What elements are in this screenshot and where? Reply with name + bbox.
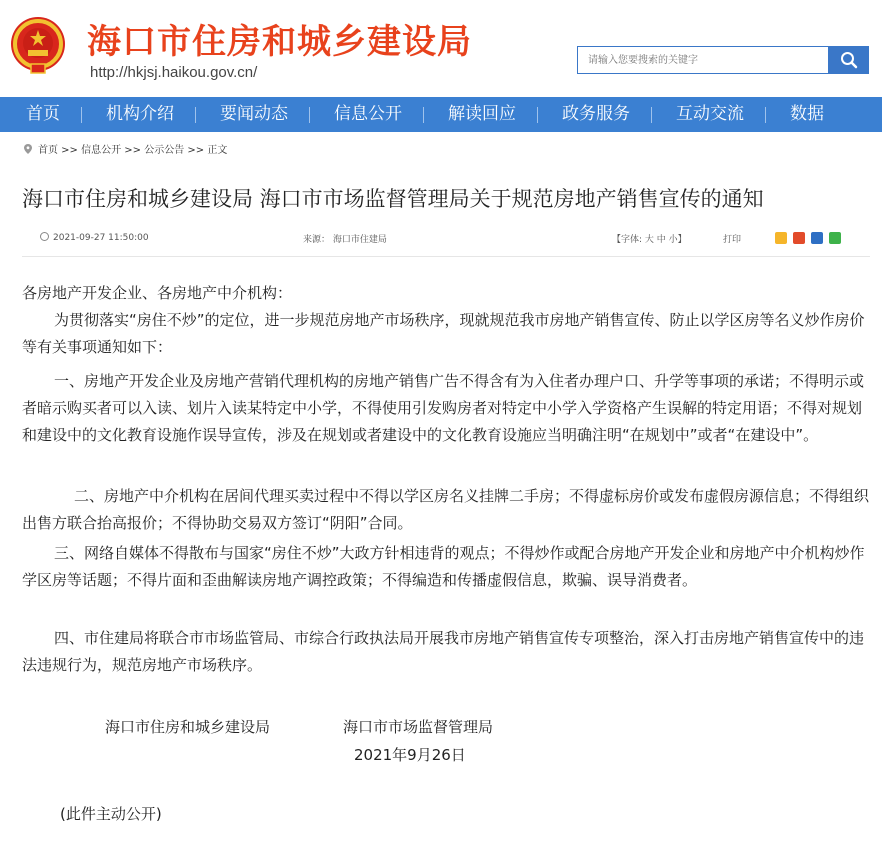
share-wechat-icon[interactable] bbox=[829, 232, 841, 244]
nav-separator bbox=[309, 107, 310, 123]
nav-info-disclosure[interactable]: 信息公开 bbox=[334, 104, 402, 124]
search-button[interactable] bbox=[829, 46, 869, 74]
article-title: 海口市住房和城乡建设局 海口市市场监督管理局关于规范房地产销售宣传的通知 bbox=[22, 187, 764, 211]
share-renren-icon[interactable] bbox=[811, 232, 823, 244]
site-url: http://hkjsj.haikou.gov.cn/ bbox=[90, 64, 258, 81]
article-paragraph: 四、市住建局将联合市市场监管局、市综合行政执法局开展我市房地产销售宣传专项整治，深入打击房地产销售宣传中的违法违规行为，规范房地产市场秩序。 bbox=[22, 629, 865, 674]
nav-services[interactable]: 政务服务 bbox=[562, 104, 630, 124]
article-paragraph: 二、房地产中介机构在居间代理买卖过程中不得以学区房名义挂牌二手房；不得虚标房价或发布虚假房源信息；不得组织出售方联合抬高报价；不得协助交易双方签订“阴阳”合同。 bbox=[22, 487, 870, 532]
nav-interaction[interactable]: 互动交流 bbox=[676, 104, 744, 124]
nav-data[interactable]: 数据 bbox=[790, 104, 824, 124]
site-header bbox=[0, 0, 882, 97]
location-pin-icon bbox=[24, 144, 32, 154]
font-size-control[interactable]: 【字体: 大 中 小】 bbox=[612, 235, 687, 245]
nav-separator bbox=[651, 107, 652, 123]
signer-market-bureau: 海口市市场监督管理局 bbox=[343, 718, 494, 736]
clock-icon bbox=[40, 232, 49, 241]
article-source: 来源： 海口市住建局 bbox=[303, 235, 387, 245]
nav-home[interactable]: 首页 bbox=[26, 104, 60, 124]
site-title[interactable]: 海口市住房和城乡建设局 bbox=[87, 22, 472, 62]
article-paragraph: 三、网络自媒体不得散布与国家“房住不炒”大政方针相违背的观点；不得炒作或配合房地产开发企业和房地产中介机构炒作学区房等话题；不得片面和歪曲解读房地产调控政策；不得编造和传播虚假信息，欺骗、误导消费者。 bbox=[22, 544, 865, 589]
breadcrumb-text[interactable]: 首页 >> 信息公开 >> 公示公告 >> 正文 bbox=[38, 145, 228, 156]
sign-date: 2021年9月26日 bbox=[354, 746, 466, 764]
article-paragraph: 一、房地产开发企业及房地产营销代理机构的房地产销售广告不得含有为入住者办理户口、升学等事项的承诺；不得明示或者暗示购买者可以入读、划片入读某特定中小学，不得使用引发购房者对特定中小学入学资格产生误解的特定用语；不得对规划和建设中的文化教育设施作误导宣传，涉及在规划或者建设中的文化教育设施应当明确注明“在规划中”或者“在建设中”。 bbox=[22, 372, 865, 444]
search-icon bbox=[840, 51, 858, 69]
divider bbox=[22, 256, 870, 257]
search-input[interactable] bbox=[578, 47, 828, 73]
search-box bbox=[577, 46, 829, 74]
breadcrumb bbox=[24, 141, 227, 156]
share-weibo-icon[interactable] bbox=[793, 232, 805, 244]
publish-date: 2021-09-27 11:50:00 bbox=[40, 232, 149, 243]
national-emblem-icon bbox=[9, 14, 67, 76]
print-link[interactable]: 打印 bbox=[723, 235, 742, 245]
nav-news[interactable]: 要闻动态 bbox=[220, 104, 288, 124]
nav-separator bbox=[765, 107, 766, 123]
nav-separator bbox=[81, 107, 82, 123]
nav-separator bbox=[423, 107, 424, 123]
main-nav bbox=[0, 97, 882, 132]
nav-separator bbox=[537, 107, 538, 123]
nav-about[interactable]: 机构介绍 bbox=[106, 104, 174, 124]
signer-housing-bureau: 海口市住房和城乡建设局 bbox=[105, 718, 271, 736]
share-qzone-icon[interactable] bbox=[775, 232, 787, 244]
disclosure-note: (此件主动公开) bbox=[60, 805, 162, 823]
article-salutation: 各房地产开发企业、各房地产中介机构： bbox=[22, 284, 293, 302]
nav-interpretation[interactable]: 解读回应 bbox=[448, 104, 516, 124]
nav-separator bbox=[195, 107, 196, 123]
article-paragraph: 为贯彻落实“房住不炒”的定位，进一步规范房地产市场秩序，现就规范我市房地产销售宣传、防止以学区房等名义炒作房价等有关事项通知如下： bbox=[22, 311, 865, 356]
